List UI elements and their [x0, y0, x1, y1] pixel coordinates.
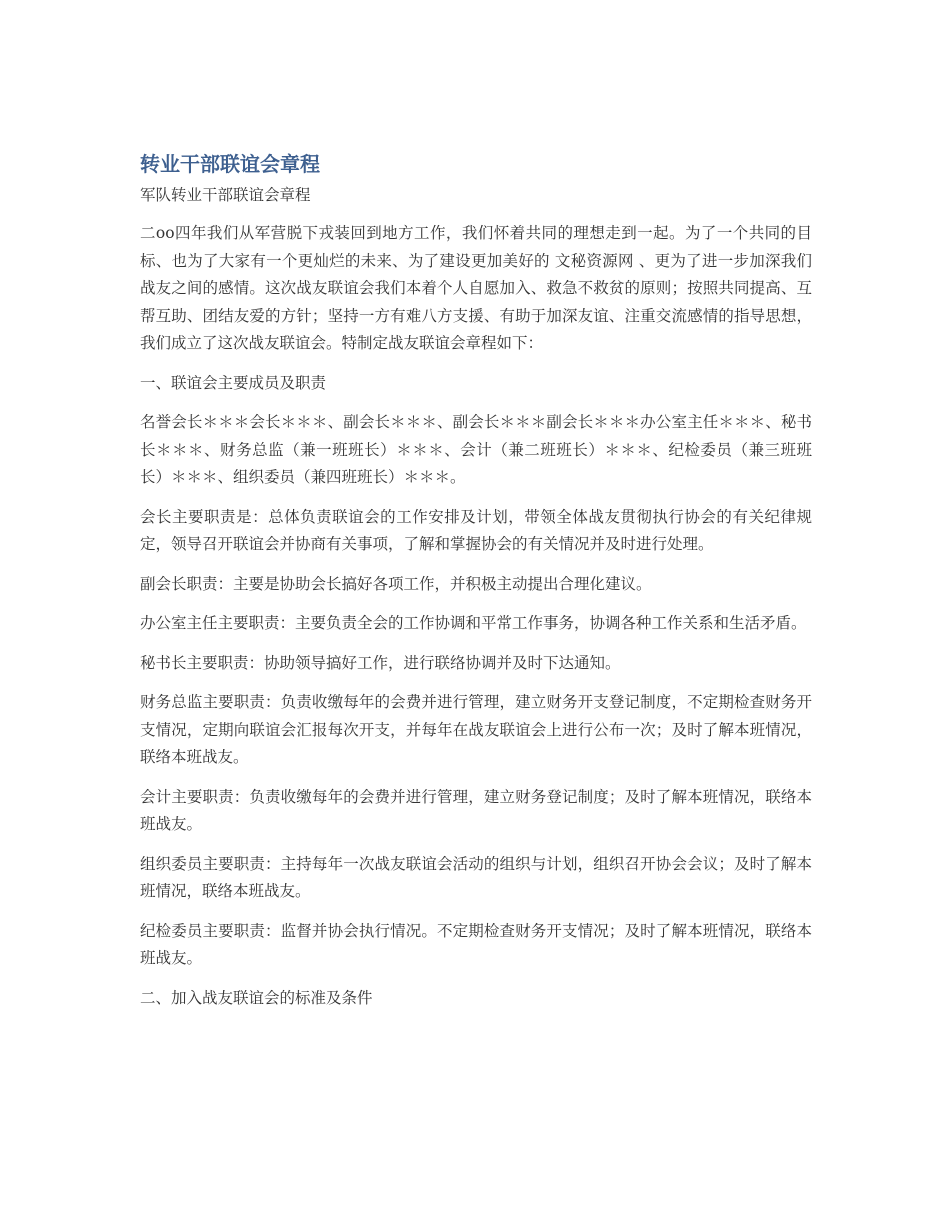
intro-paragraph: 二oo四年我们从军营脱下戎装回到地方工作，我们怀着共同的理想走到一起。为了一个共同的目标、也为了大家有一个更灿烂的未来、为了建设更加美好的 文秘资源网 、更为了进一步加深我们战友之间的感情。这次战友联谊会我们本着个人自愿加入、救急不救贫的原则；按照共同提高、互帮互助、团结友爱的方针；坚持一方有难八方支援、有助于加深友谊、注重交流感情的指导思想，我们成立了这次战友联谊会。特制定战友联谊会章程如下： [140, 224, 812, 352]
accountant-duties-paragraph: 会计主要职责：负责收缴每年的会费并进行管理，建立财务登记制度；及时了解本班情况，联络本班战友。 [140, 787, 812, 833]
document-body [140, 150, 812, 1012]
discipline-member-duties-paragraph: 纪检委员主要职责：监督并协会执行情况。不定期检查财务开支情况；及时了解本班情况，联络本班战友。 [140, 921, 812, 967]
vice-president-duties-paragraph: 副会长职责：主要是协助会长搞好各项工作，并积极主动提出合理化建议。 [140, 574, 652, 593]
document-title: 转业干部联谊会章程 [140, 152, 320, 176]
document-subtitle: 军队转业干部联谊会章程 [140, 186, 311, 204]
president-duties-paragraph: 会长主要职责是：总体负责联谊会的工作安排及计划，带领全体战友贯彻执行协会的有关纪律规定，领导召开联谊会并协商有关事项，了解和掌握协会的有关情况并及时进行处理。 [140, 507, 812, 553]
finance-director-duties-paragraph: 财务总监主要职责：负责收缴每年的会费并进行管理，建立财务开支登记制度，不定期检查财务开支情况，定期向联谊会汇报每次开支，并每年在战友联谊会上进行公布一次；及时了解本班情况，联络本班战友。 [140, 693, 812, 766]
section-heading-membership: 二、加入战友联谊会的标准及条件 [140, 988, 373, 1007]
secretary-general-duties-paragraph: 秘书长主要职责：协助领导搞好工作，进行联络协调并及时下达通知。 [140, 653, 621, 672]
members-paragraph: 名誉会长＊＊＊会长＊＊＊、副会长＊＊＊、副会长＊＊＊副会长＊＊＊办公室主任＊＊＊、秘书长＊＊＊、财务总监（兼一班班长）＊＊＊、会计（兼二班班长）＊＊＊、纪检委员（兼三班班长）＊＊＊、组织委员（兼四班班长）＊＊＊。 [140, 413, 812, 486]
organization-member-duties-paragraph: 组织委员主要职责：主持每年一次战友联谊会活动的组织与计划，组织召开协会会议；及时了解本班情况，联络本班战友。 [140, 854, 812, 900]
section-heading-members: 一、联谊会主要成员及职责 [140, 373, 327, 392]
office-director-duties-paragraph: 办公室主任主要职责：主要负责全会的工作协调和平常工作事务，协调各种工作关系和生活矛盾。 [140, 614, 807, 632]
